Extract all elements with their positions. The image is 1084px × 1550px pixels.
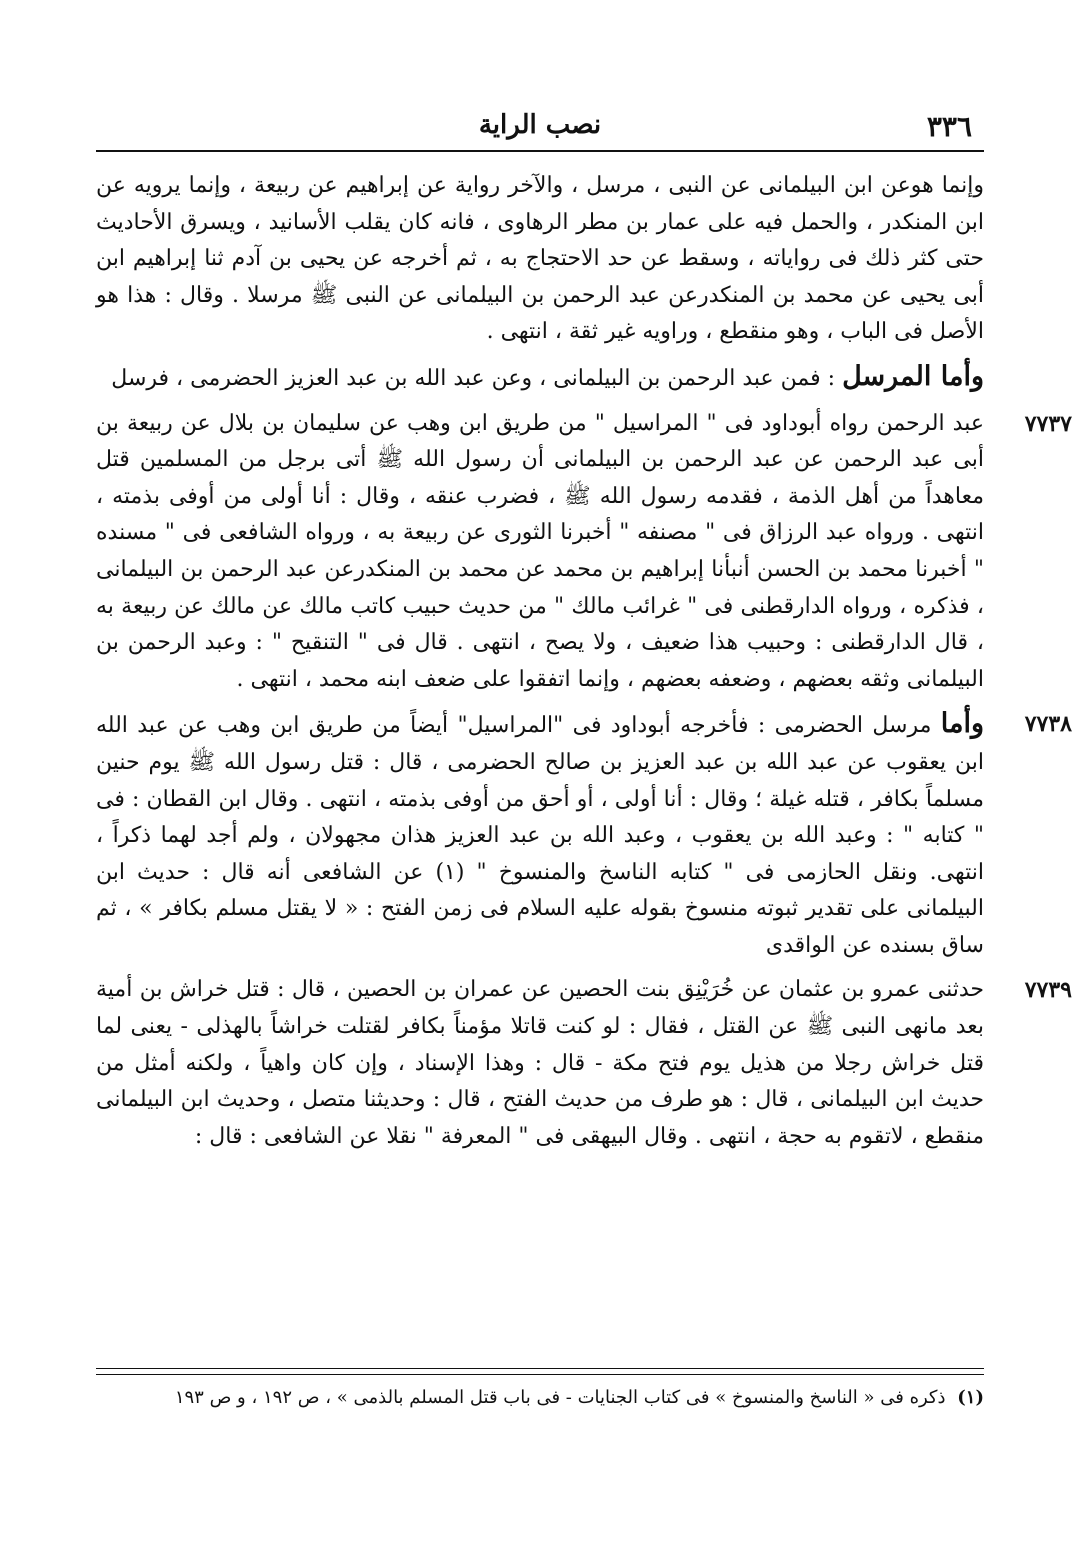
hadith-number: ٧٧٣٧ [1024,410,1072,437]
paragraph-text: وإنما هوعن ابن البيلمانى عن النبى ، مرسل ، والآخر رواية عن إبراهيم عن ربيعة ، وإنما يرويه عن ابن المنكدر ، والحمل فيه على عمار بن مطر الرهاوى ، فانه كان يقلب الأسانيد ، ويسرق الأحاديث حتى كثر ذلك فى رواياته ، وسقط عن حد الاحتجاج به ، ثم أخرجه عن يحيى بن آدم ثنا إبراهيم ابن أبى يحيى عن محمد بن المنكدرعن عبد الرحمن بن البيلمانى عن النبى ﷺ مرسلا . وقال : هذا هو الأصل فى الباب ، وهو منقطع ، وراويه غير ثقة ، انتهى . [96,173,985,345]
hadith-entry-7737 [96,406,1072,699]
paragraph-text: حدثنى عمرو بن عثمان عن خُرَيْنِق بنت الحصين عن عمران بن الحصين ، قال : قتل خراش بن أمية بعد مانهى النبى ﷺ عن القتل ، فقال : لو كنت قاتلا مؤمناً بكافر لقتلت خراشاً بالهذلى - يعنى لما قتل خراش رجلا من هذيل يوم فتح مكة - قال : وهذا الإسناد ، وإن كان واهياً ، ولكنه أمثل من حديث ابن البيلمانى ، قال : هو طرف من حديث الفتح ، قال : وحديثنا متصل ، وحديث ابن البيلمانى منقطع ، لاتقوم به حجة ، انتهى . وقال البيهقى فى " المعرفة " نقلا عن الشافعى : قال : [96,977,984,1149]
hadith-entry-7739 [96,972,1072,1155]
paragraph-mursal [96,359,984,398]
footnote [96,1384,984,1412]
section-lead: وأما [940,708,984,740]
paragraph-text: مرسل الحضرمى : فأخرجه أبوداود فى "المراسيل" أيضاً من طريق ابن وهب عن عبد الله ابن يعقوب عن عبد الله بن عبد العزيز بن صالح الحضرمى ، قال : قتل رسول الله ﷺ يوم حنين مسلماً بكافر ، قتله غيلة ؛ وقال : أنا أولى ، أو أحق من أوفى بذمته ، انتهى . وقال ابن القطان : فى " كتابه " : وعبد الله بن يعقوب ، وعبد الله بن عبد العزيز هذان مجهولان ، ولم أجد لهما ذكراً ، انتهى. ونقل الحازمى فى " كتابه الناسخ والمنسوخ " (١) عن الشافعى أنه قال : حديث ابن البيلمانى على تقدير ثبوته منسوخ بقوله عليه السلام فى زمن الفتح : « لا يقتل مسلم بكافر » ، ثم ساق بسنده عن الواقدى [96,713,984,958]
paragraph-continuation [96,168,984,351]
hadith-entry-7738 [96,706,1072,964]
header-rule [96,150,984,152]
page-number: ٣٣٦ [926,110,972,143]
section-lead: وأما المرسل [842,360,984,392]
main-text [96,168,1072,1163]
footnote-rule [96,1368,984,1369]
footnote-rule [96,1374,984,1375]
paragraph-text: : فمن عبد الرحمن بن البيلمانى ، وعن عبد الله بن عبد العزيز الحضرمى ، فرسل [111,365,836,391]
running-title: نصب الراية [478,110,602,140]
footnote-marker: (١) [957,1387,984,1408]
hadith-number: ٧٧٣٩ [1024,977,1072,1004]
hadith-number: ٧٧٣٨ [1024,711,1072,738]
paragraph-text: عبد الرحمن رواه أبوداود فى " المراسيل " من طريق ابن وهب عن سليمان بن بلال عن ربيعة بن أبى عبد الرحمن عن عبد الرحمن بن البيلمانى أن رسول الله ﷺ أتى برجل من المسلمين قتل معاهداً من أهل الذمة ، فقدمه رسول الله ﷺ ، فضرب عنقه ، وقال : أنا أولى من أوفى بذمته ، انتهى . ورواه عبد الرزاق فى " مصنفه " أخبرنا الثورى عن ربيعة به ، ورواه الشافعى فى " مسنده " أخبرنا محمد بن الحسن أنبأنا إبراهيم بن محمد عن محمد بن المنكدرعن عبد الرحمن بن البيلمانى ، فذكره ، ورواه الدارقطنى فى " غرائب مالك " من حديث حبيب كاتب مالك عن مالك عن ربيعة به ، قال الدارقطنى : وحبيب هذا ضعيف ، ولا يصح ، انتهى . قال فى " التنقيح " : وعبد الرحمن بن البيلمانى وثقه بعضهم ، وضعفه بعضهم ، وإنما اتفقوا على ضعف ابنه محمد ، انتهى . [96,410,984,692]
page-header [96,108,984,148]
footnote-text: ذكره فى « الناسخ والمنسوخ » فى كتاب الجنايات - فى باب قتل المسلم بالذمى » ، ص ١٩٢ ، و ص ١٩٣ [174,1387,946,1408]
